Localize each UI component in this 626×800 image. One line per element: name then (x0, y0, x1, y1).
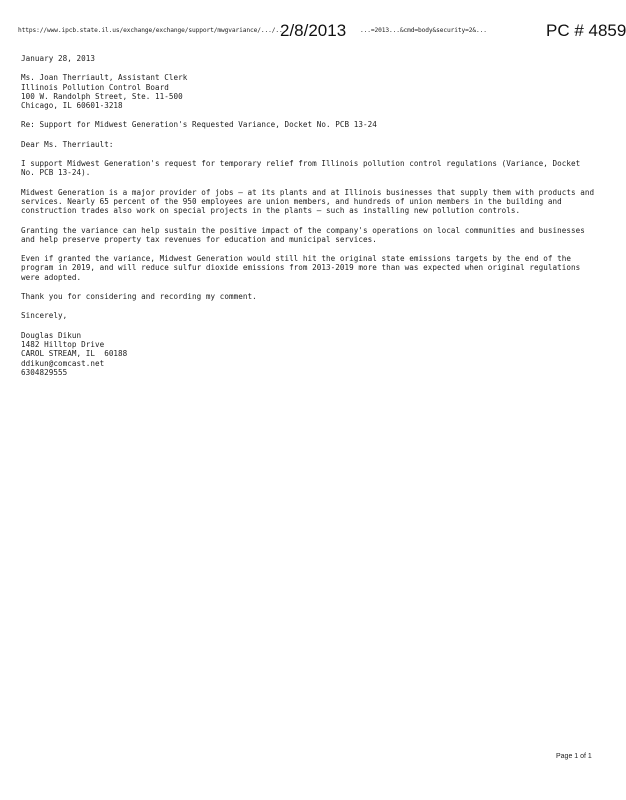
letter-subject: Re: Support for Midwest Generation's Requested Variance, Docket No. PCB 13-24 (21, 120, 377, 130)
letter-paragraph-2: Midwest Generation is a major provider of jobs — at its plants and at Illinois businesses that supply them with products and services. Nearly 65 percent of the 950 employees are union members, and hundreds of union members in the building and construction trades also work on special projects in the plants — such as installing new pollution controls. (21, 187, 599, 216)
signature-email: ddikun@comcast.net (21, 358, 105, 368)
recipient-line-4: Chicago, IL 60601-3218 (21, 101, 123, 111)
letter-closing: Sincerely, (21, 311, 68, 321)
letter-paragraph-5: Thank you for considering and recording my comment. (21, 292, 257, 302)
signature-city: CAROL STREAM, IL 60188 (21, 349, 128, 359)
fax-header-url-right: ...=2013...&cmd=body&security=2&... (360, 27, 487, 34)
letter-paragraph-3: Granting the variance can help sustain the positive impact of the company's operations on local communities and businesses and help preserve property tax revenues for education and municipal services. (21, 225, 590, 244)
signature-name: Douglas Dikun (21, 330, 82, 340)
letter-paragraph-1: I support Midwest Generation's request for temporary relief from Illinois pollution control regulations (Variance, Docket No. PCB 13-24). (21, 159, 585, 178)
recipient-line-2: Illinois Pollution Control Board (21, 82, 169, 92)
fax-header-url-left: https://www.ipcb.state.il.us/exchange/exchange/support/mwgvariance/.../... (18, 27, 287, 34)
letter-salutation: Dear Ms. Therriault: (21, 139, 114, 149)
letter-date: January 28, 2013 (21, 54, 95, 63)
page-footer: Page 1 of 1 (556, 753, 592, 760)
fax-header (18, 21, 626, 41)
letter-body (21, 54, 599, 377)
fax-header-pc-number: PC # 4859 (546, 21, 626, 40)
signature-phone: 6304829555 (21, 367, 68, 377)
letter-paragraph-4: Even if granted the variance, Midwest Generation would still hit the original state emissions targets by the end of the program in 2019, and will reduce sulfur dioxide emissions from 2013-2019 more than was expected when original regulations were adopted. (21, 254, 585, 282)
fax-header-date: 2/8/2013 (280, 21, 347, 40)
signature-address: 1482 Hilltop Drive (21, 339, 105, 349)
recipient-line-1: Ms. Joan Therriault, Assistant Clerk (21, 73, 188, 83)
recipient-line-3: 100 W. Randolph Street, Ste. 11-500 (21, 91, 183, 101)
